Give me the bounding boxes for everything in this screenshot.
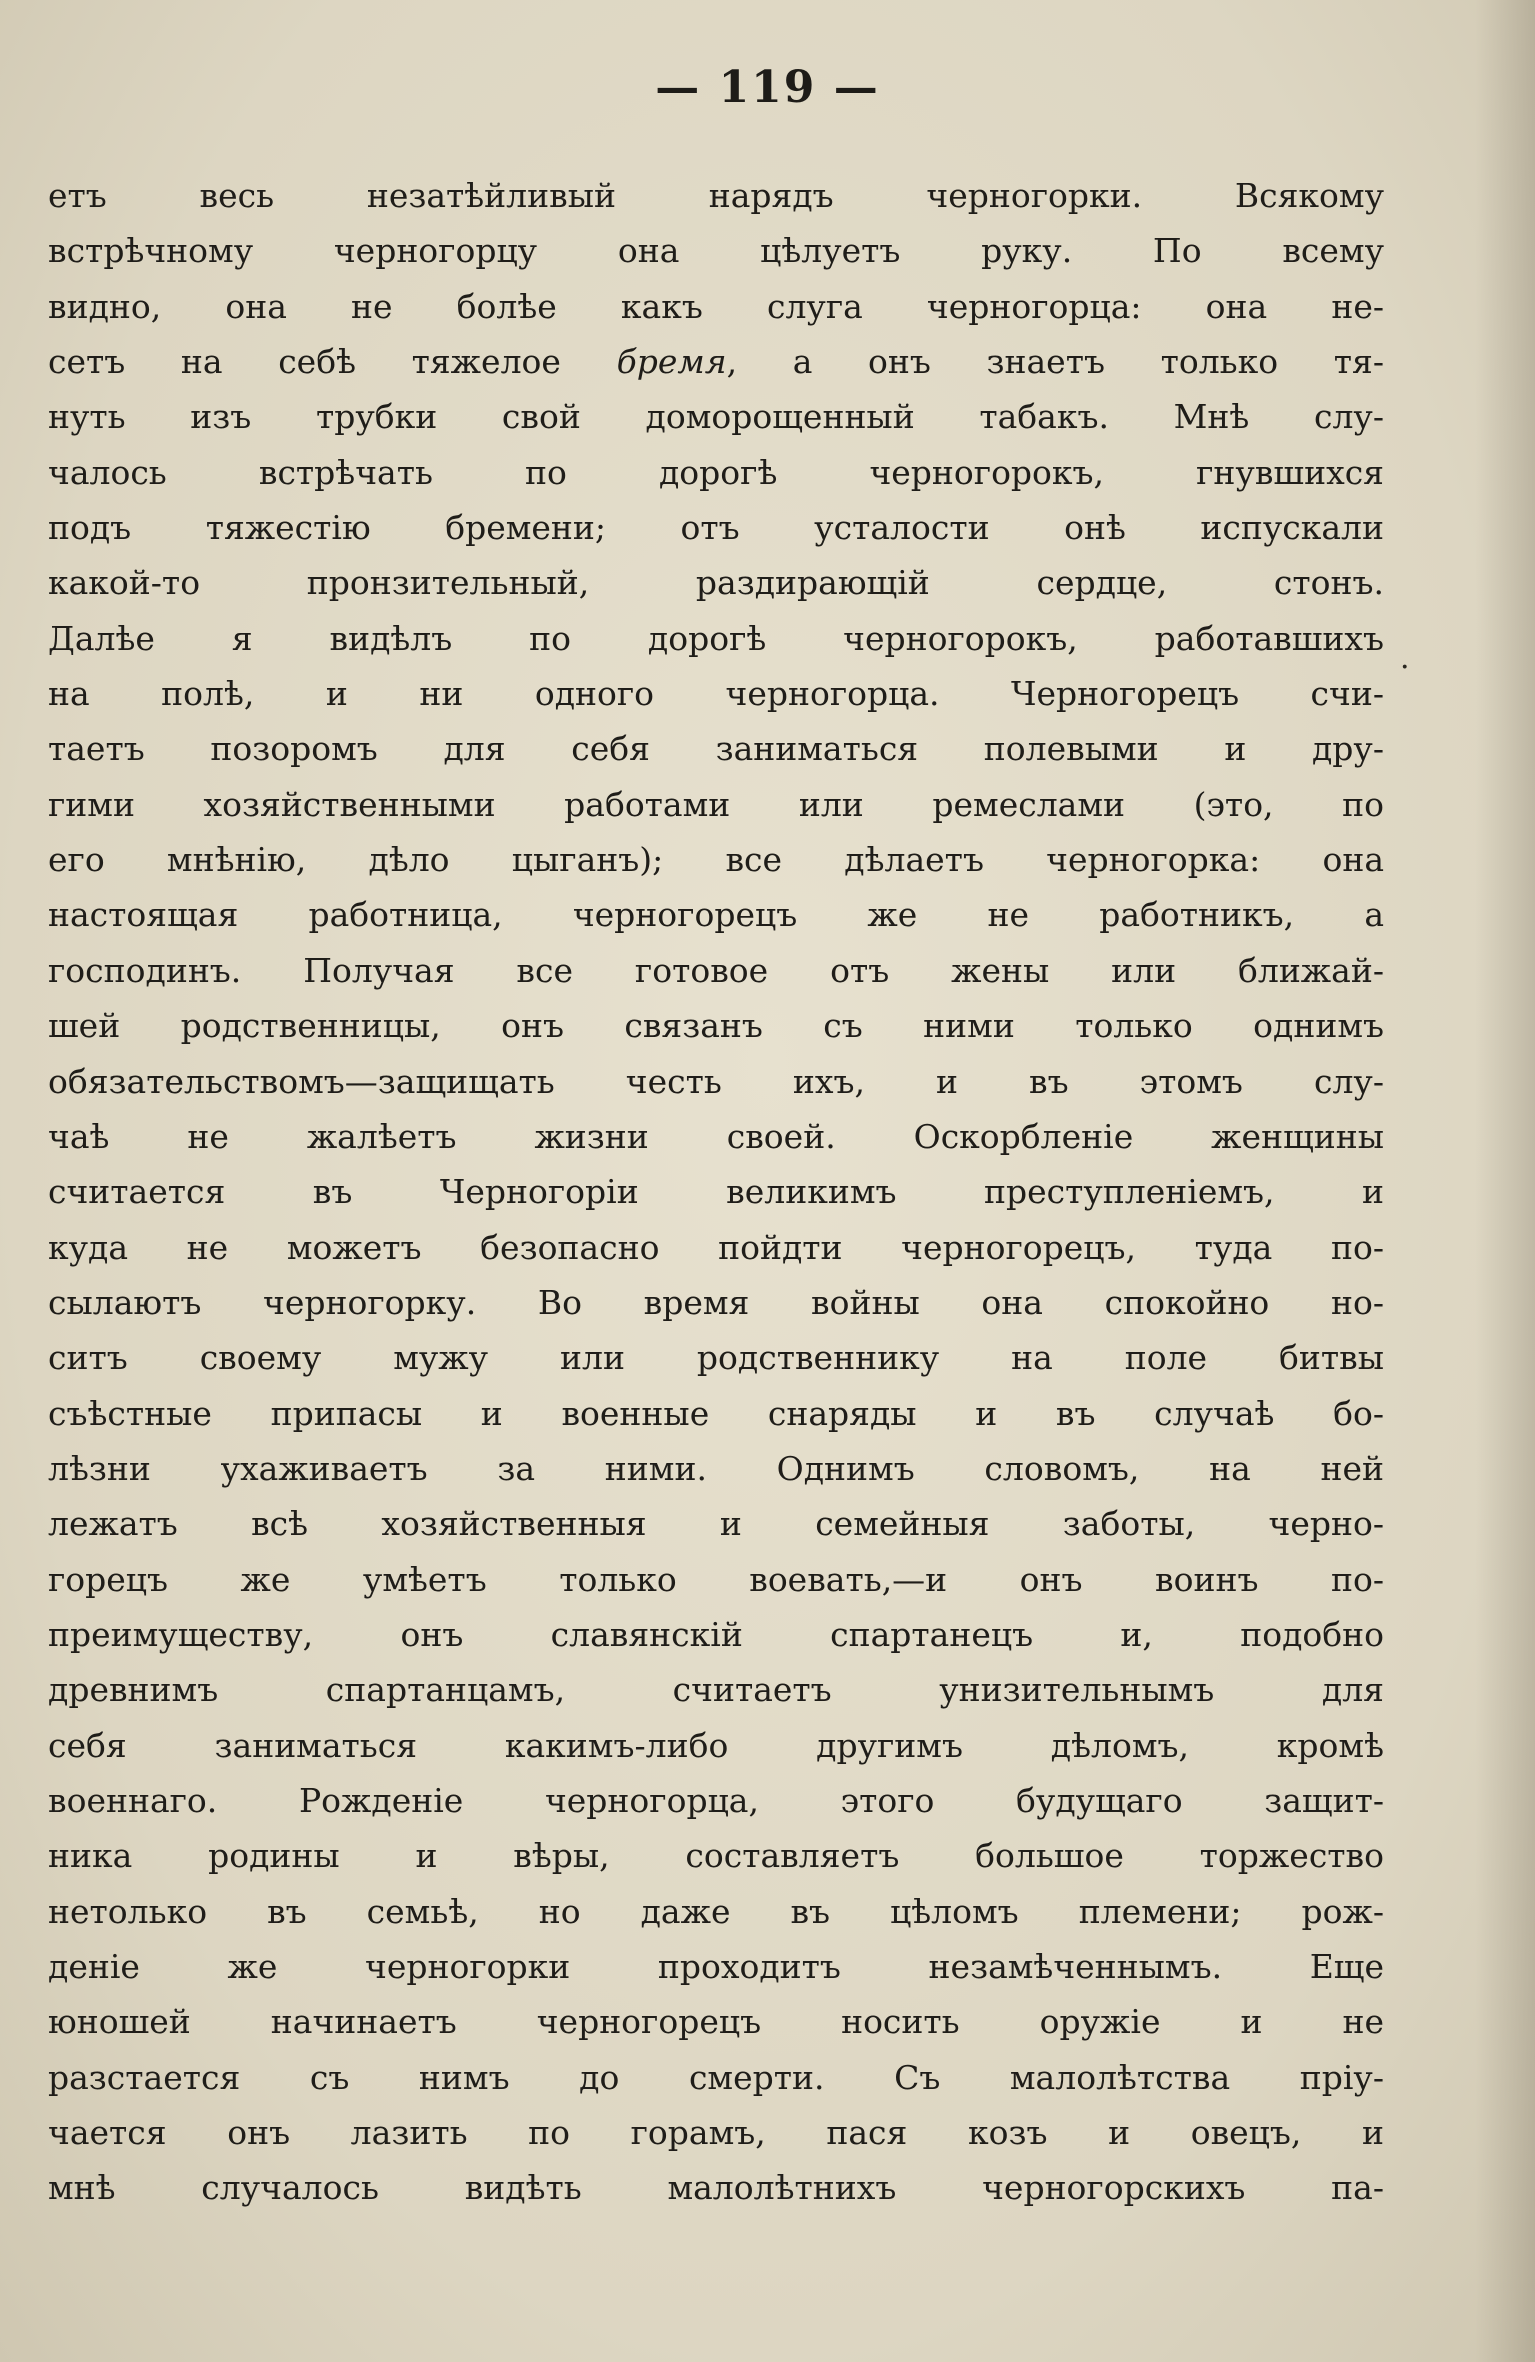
text-line: себя заниматься какимъ-либо другимъ дѣломъ, кромѣ xyxy=(48,1725,1384,1765)
text-line: его мнѣнію, дѣло цыганъ); все дѣлаетъ черногорка: она xyxy=(48,840,1384,880)
text-line: таетъ позоромъ для себя заниматься полевыми и дру- xyxy=(48,729,1384,769)
text-line: считается въ Черногоріи великимъ преступленіемъ, и xyxy=(48,1172,1384,1212)
text-line: шей родственницы, онъ связанъ съ ними только однимъ xyxy=(48,1006,1384,1046)
text-line: юношей начинаетъ черногорецъ носить оружіе и не xyxy=(48,2002,1384,2042)
text-line: Далѣе я видѣлъ по дорогѣ черногорокъ, работавшихъ xyxy=(48,618,1384,658)
text-line: встрѣчному черногорцу она цѣлуетъ руку. По всему xyxy=(48,231,1384,271)
text-line: настоящая работница, черногорецъ же не работникъ, а xyxy=(48,895,1384,935)
text-line: ника родины и вѣры, составляетъ большое торжество xyxy=(48,1836,1384,1876)
text-line: подъ тяжестію бремени; отъ усталости онѣ испускали xyxy=(48,508,1384,548)
text-line: лежатъ всѣ хозяйственныя и семейныя заботы, черно- xyxy=(48,1504,1384,1544)
text-line: обязательствомъ—защищать честь ихъ, и въ этомъ слу- xyxy=(48,1061,1384,1101)
text-segment: , а онъ знаетъ только тя- xyxy=(726,342,1384,382)
text-line: чаѣ не жалѣетъ жизни своей. Оскорбленіе женщины xyxy=(48,1116,1384,1156)
text-line: преимуществу, онъ славянскій спартанецъ и, подобно xyxy=(48,1614,1384,1654)
text-line: куда не можетъ безопасно пойдти черногорецъ, туда по- xyxy=(48,1227,1384,1267)
text-line: етъ весь незатѣйливый нарядъ черногорки. Всякому xyxy=(48,176,1384,215)
text-line: мнѣ случалось видѣть малолѣтнихъ черногорскихъ па- xyxy=(48,2168,1384,2208)
text-line: древнимъ спартанцамъ, считаетъ унизительнымъ для xyxy=(48,1670,1384,1710)
emphasized-word: бремя xyxy=(616,342,727,382)
text-line: нетолько въ семьѣ, но даже въ цѣломъ племени; рож- xyxy=(48,1891,1384,1931)
text-line: господинъ. Получая все готовое отъ жены или ближай- xyxy=(48,950,1384,990)
text-line-with-emphasis xyxy=(48,334,1384,389)
text-line: ситъ своему мужу или родственнику на поле битвы xyxy=(48,1338,1384,1378)
text-line: деніе же черногорки проходитъ незамѣченнымъ. Еще xyxy=(48,1947,1384,1986)
text-line: на полѣ, и ни одного черногорца. Черногорецъ счи- xyxy=(48,674,1384,714)
text-line: горецъ же умѣетъ только воевать,—и онъ воинъ по- xyxy=(48,1559,1384,1599)
margin-mark: · xyxy=(1400,650,1410,685)
page-edge-shadow xyxy=(1475,0,1535,2362)
page-number: — 119 — xyxy=(655,62,880,113)
body-text xyxy=(48,168,1384,2216)
text-segment: сетъ на себѣ тяжелое xyxy=(48,342,617,382)
text-line: разстается съ нимъ до смерти. Съ малолѣтства пріу- xyxy=(48,2057,1384,2097)
text-line: какой-то пронзительный, раздирающій сердце, стонъ. xyxy=(48,563,1384,603)
text-line: лѣзни ухаживаетъ за ними. Однимъ словомъ, на ней xyxy=(48,1448,1384,1488)
text-line: гими хозяйственными работами или ремеслами (это, по xyxy=(48,784,1384,824)
text-line: чалось встрѣчать по дорогѣ черногорокъ, гнувшихся xyxy=(48,452,1384,492)
text-line: сылаютъ черногорку. Во время войны она спокойно но- xyxy=(48,1282,1384,1322)
text-line: нуть изъ трубки свой доморощенный табакъ. Мнѣ слу- xyxy=(48,397,1384,437)
text-line: военнаго. Рожденіе черногорца, этого будущаго защит- xyxy=(48,1780,1384,1820)
text-line: съѣстные припасы и военные снаряды и въ случаѣ бо- xyxy=(48,1393,1384,1433)
text-line: видно, она не болѣе какъ слуга черногорца: она не- xyxy=(48,286,1384,326)
text-line: чается онъ лазить по горамъ, пася козъ и овецъ, и xyxy=(48,2113,1384,2153)
